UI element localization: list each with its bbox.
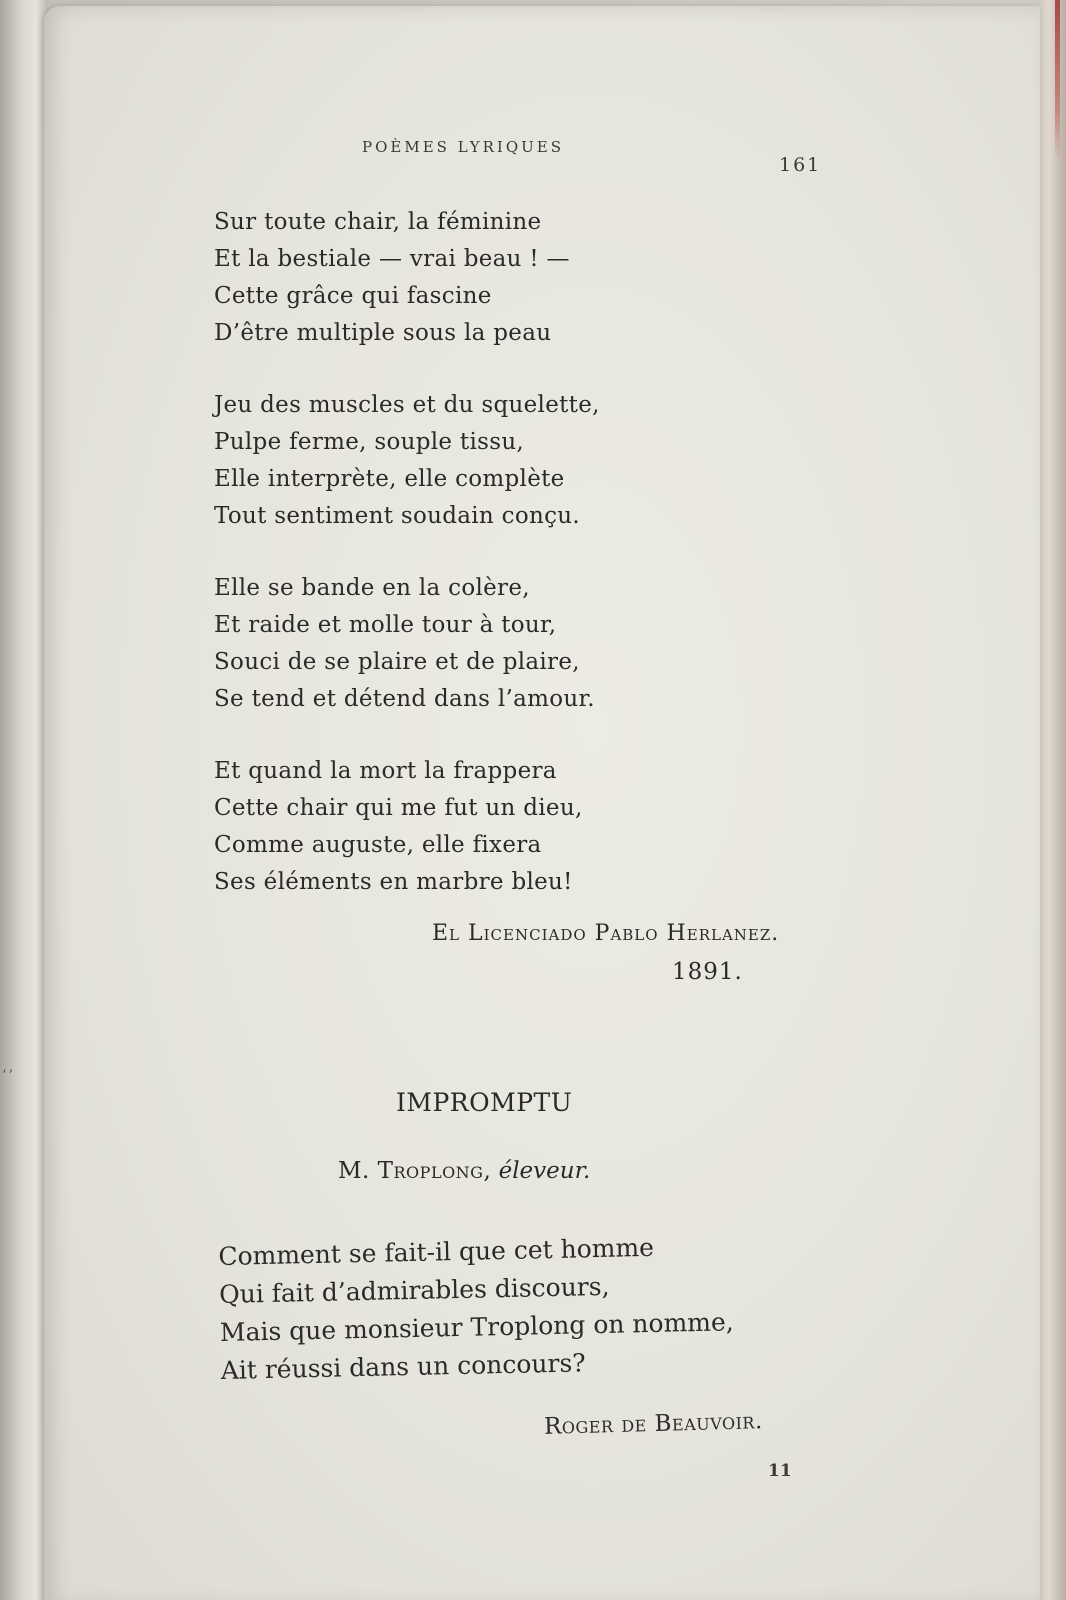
poem-2-subtitle: [338, 1158, 590, 1184]
running-head: POÈMES LYRIQUES: [362, 138, 564, 156]
subtitle-role: éleveur.: [498, 1158, 591, 1184]
stanza-1: [214, 204, 734, 352]
verse-line: Sur toute chair, la féminine: [214, 209, 542, 235]
verse-line: Ses éléments en marbre bleu!: [214, 869, 573, 895]
verse-line: Et la bestiale — vrai beau ! —: [214, 246, 570, 272]
poem-1-signature: El Licenciado Pablo Herlanez.: [432, 921, 780, 946]
poem-1-year: 1891.: [672, 959, 743, 985]
poem-2: [218, 1226, 781, 1390]
verse-line: Tout sentiment soudain conçu.: [214, 503, 581, 529]
verse-line: Elle interprète, elle complète: [214, 466, 565, 492]
verse-line: Cette grâce qui fascine: [214, 283, 492, 309]
verse-line: Se tend et détend dans l’amour.: [214, 686, 595, 712]
verse-line: D’être multiple sous la peau: [214, 320, 552, 346]
verse-line: Qui fait d’admirables discours,: [218, 1271, 610, 1309]
verse-line: Ait réussi dans un concours?: [220, 1348, 586, 1385]
page-number: 161: [779, 154, 822, 176]
verse-line: Et raide et molle tour à tour,: [214, 612, 557, 638]
stanza-3: [214, 570, 734, 718]
verse-line: Jeu des muscles et du squelette,: [214, 392, 600, 418]
signature-mark: 11: [768, 1461, 792, 1481]
verse-line: Pulpe ferme, souple tissu,: [214, 429, 525, 455]
verse-line: Et quand la mort la frappera: [214, 758, 557, 784]
verse-line: Comme auguste, elle fixera: [214, 832, 542, 858]
stanza-2: [214, 387, 734, 535]
subtitle-name: M. Troplong,: [338, 1158, 492, 1184]
cover-red-stain: [1055, 0, 1060, 160]
page-text: [44, 6, 1040, 1600]
verse-line: Mais que monsieur Troplong on nomme,: [219, 1307, 734, 1347]
verse-line: Cette chair qui me fut un dieu,: [214, 795, 583, 821]
poem-1: [214, 204, 734, 901]
poem-2-title: IMPROMPTU: [396, 1088, 573, 1117]
verse-line: Souci de se plaire et de plaire,: [214, 649, 580, 675]
book-cover-edge: [1038, 0, 1066, 1600]
verse-line: Elle se bande en la colère,: [214, 575, 530, 601]
previous-page-edge: [0, 0, 48, 1600]
verse-line: Comment se fait-il que cet homme: [218, 1232, 655, 1271]
book-page: [44, 6, 1040, 1600]
previous-page-marks: ’’: [2, 1068, 15, 1084]
stanza-4: [214, 753, 734, 901]
poem-2-signature: Roger de Beauvoir.: [543, 1408, 764, 1440]
